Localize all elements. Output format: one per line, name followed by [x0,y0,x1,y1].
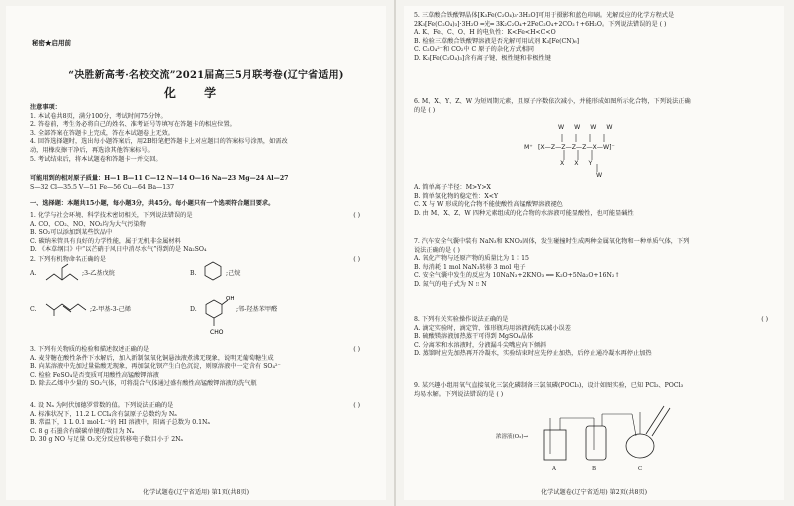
question-6-options [414,184,778,218]
q1-option-d: D. 《本草纲目》中“以芒硝于风日中消尽水气”得到的是 Na₂SO₄ [30,246,207,254]
q2-option-b-text: ;己烷 [226,270,241,277]
q8-stem: 8. 下列有关实验操作说法正确的是 [414,316,509,323]
note-line: 2. 答卷前，考生务必将自己的姓名、准考证号等填写在答题卡的相应位置。 [30,121,236,129]
q6-stem-cont: 的是 ( ) [414,106,436,114]
q5-stem: 5. 三草酸合铁酸钾晶体[K₃Fe(C₂O₄)₃·3H₂O]可用于摄影和蓝色印刷。光解反应的化学方程式是 [414,12,675,19]
q8-option-b: B. 硫酸镁溶液加热蒸干可得到 MgSO₄晶体 [414,333,534,341]
question-1 [30,212,370,255]
apparatus-label-b: B [592,466,597,472]
answer-paren: ( ) [353,402,360,409]
question-6 [414,98,778,115]
q6-top-atoms: WWWW [558,124,623,131]
q2-option-d-text: ;邻-羟基苯甲醛 [236,306,278,313]
q2-option-c-label: C. [30,306,37,313]
q2-option-d-label: D. [190,306,197,313]
page-2 [404,6,784,500]
note-line: 1. 本试卷共8页，满分100分，考试时间75分钟。 [30,112,167,120]
q8-option-d: D. 蒸馏时应先加热再开冷凝水，实验结束时应先停止加热，后停止通冷凝水再停止加热 [414,350,652,358]
secret-label: 秘密★启用前 [32,39,71,47]
question-8 [414,316,778,359]
note-line: 动，用橡皮擦干净后，再选涂其他答案标号。 [30,146,154,154]
q4-option-c: C. 8 g 石墨含有碳碳单键的数目为 Nₐ [30,427,135,435]
exam-title: “决胜新高考·名校交流”2021届高三5月联考卷(辽宁省适用) [68,70,344,81]
page-1 [6,6,386,500]
q9-stem: 9. 某兴趣小组用氧气直接氧化三氯化磷制备三氯氧磷(POCl₃)，设计如图实验，已知 PCl₃、POCl₃ [414,382,684,389]
notes [30,104,370,164]
q3-stem: 3. 下列有关物质的检验和描述叙述正确的是 [30,346,150,353]
q1-stem: 1. 化学与社会环境、科学技术密切相关，下列说法错误的是 [30,212,193,219]
q7-stem: 7. 汽车安全气囊中装有 NaN₃和 KNO₃固体，发生碰撞时生成两种金属氧化物和一种单质气体，下列 [414,238,690,245]
note-line: 4. 回答选择题时，选出每小题答案后，用2B铅笔把答题卡上对应题目的答案标号涂黑，如需改 [30,138,288,146]
svg-text:CHO: CHO [210,329,224,336]
q7-option-d: D. 氮气的电子式为 N ⁝⁝ N [414,280,487,288]
q4-option-d: D. 30 g NO 与足量 O₂充分反应转移电子数目小于 2Nₐ [30,436,183,444]
q6-stem: 6. M、X、Y、Z、W 为短周期元素，且原子序数依次减小，并能形成如图所示化合物，下列说法正确 [414,98,691,105]
apparatus-drawing-icon [536,404,686,466]
q8-option-c: C. 分离苯和水溶液时，分液漏斗尖嘴应向下倾斜 [414,341,547,349]
q6-structure [524,124,664,182]
q5-option-d: D. K₃[Fe(C₂O₄)₃]含有离子键、极性键和非极性键 [414,54,551,62]
q2-option-c-text: ;2-甲基-3-己烯 [90,306,131,313]
answer-paren: ( ) [761,316,768,323]
question-9 [414,382,778,399]
q3-option-a: A. 麦芽糖在酸性条件下水解后，加入新制氢氧化铜悬浊液煮沸无现象，说明无葡萄糖生成 [30,354,274,362]
section-heading: 一、选择题：本题共15小题，每小题3分，共45分。每小题只有一个选项符合题目要求。 [30,200,275,207]
note-line: 5. 考试结束后，将本试题卷和答题卡一并交回。 [30,155,162,163]
question-5 [414,12,778,64]
q1-option-b: B. SO₂可以添加到某些饮品中 [30,229,113,237]
q6-chain: [X—Z—Z—Z—Z—X—W]⁻ [538,144,615,151]
q6-option-b: B. 简单氢化物的稳定性：X<Y [414,192,499,200]
q5-option-b: B. 检验三草酸合铁酸钾溶液是否光解可用试剂 K₃[Fe(CN)₆] [414,37,580,45]
q6-bottom-atoms: XXY [560,160,603,167]
q6-bonds-icon [554,130,634,174]
notes-header: 注意事项： [30,104,61,111]
q2-option-b-label: B. [190,270,197,277]
q2-a-skeleton-icon [44,262,80,284]
q2-c-skeleton-icon [44,296,88,318]
q1-option-c: C. 碳纳米管具有良好的力学性能，属于无机非金属材料 [30,237,181,245]
atom-line: 可能用到的相对原子质量：H—1 B—11 C—12 N—14 O—16 Na—23 Mg—24 Al—27 [30,175,289,182]
q5-option-a: A. K、Fe、C、O、H 的电负性：K<Fe<H<C<O [414,29,556,37]
q7-option-a: A. 氧化产物与还原产物的质量比为 1∶15 [414,255,529,263]
q9-stem-cont: 均易水解。下列说法错误的是 ( ) [414,390,504,398]
answer-paren: ( ) [353,346,360,353]
q3-option-d: D. 除去乙烯中少量的 SO₂气体，可将混合气体通过盛有酸性高锰酸钾溶液的洗气瓶 [30,380,257,388]
question-4 [30,402,370,445]
q6-option-c: C. X 与 W 形成的化合物不能使酸性高锰酸钾溶液褪色 [414,201,563,209]
apparatus-inlet-label: 浓溶液(O₂)→ [496,434,529,440]
apparatus-label-c: C [638,466,643,472]
q5-equation: 2K₃[Fe(C₂O₄)₃]·3H₂O ═光═ 3K₂C₂O₄+2FeC₂O₄+2CO₂↑+6H₂O。下列说法错误的是 ( ) [414,20,667,28]
q7-stem-cont: 说法正确的是 ( ) [414,246,460,254]
q2-stem: 2. 下列有机物命名正确的是 [30,256,106,263]
note-line: 3. 全部答案在答题卡上完成，答在本试题卷上无效。 [30,129,174,137]
question-2 [30,256,370,346]
q3-option-c: C. 检验 FeSO₄是否变质可用酸性高锰酸钾溶液 [30,371,159,379]
apparatus-label-a: A [552,466,556,472]
q2-b-ring-icon [202,260,224,282]
q6-option-a: A. 简单离子半径：M>Y>X [414,184,491,191]
q6-m-label: M⁺ [524,144,533,151]
atomic-masses [30,175,370,192]
question-3 [30,346,370,389]
answer-paren: ( ) [353,256,360,263]
question-7 [414,238,778,290]
svg-text:OH: OH [226,296,235,302]
q2-option-a-label: A. [30,270,37,277]
page-footer: 化学试题卷(辽宁省适用) 第1页(共8页) [142,489,250,496]
q7-option-b: B. 每消耗 1 mol NaN₃转移 3 mol 电子 [414,263,526,271]
q1-option-a: A. CO、CO₂、NO、NO₂均为大气污染物 [30,220,146,228]
q7-option-c: C. 安全气囊中发生的反应为 10NaN₃+2KNO₃ ══ K₂O+5Na₂O+16N₂↑ [414,272,620,280]
q6-bottom-w: W [596,172,603,179]
q6-option-d: D. 由 M、X、Z、W 四种元素组成的化合物的水溶液可能显酸性，也可能显碱性 [414,209,634,217]
q2-d-benzene-icon [202,294,235,340]
q2-option-a-text: ;3-乙基戊烷 [82,270,115,277]
q9-apparatus [496,404,696,476]
page-footer: 化学试题卷(辽宁省适用) 第2页(共8页) [540,489,648,496]
subject-title: 化 学 [163,86,229,100]
q8-option-a: A. 滴定实验时，滴定管、锥形瓶均用溶液润洗以减小误差 [414,324,571,332]
center-fold [394,0,396,506]
answer-paren: ( ) [353,212,360,219]
q5-option-c: C. C₂O₄²⁻和 CO₂中 C 原子的杂化方式相同 [414,46,534,54]
q4-option-b: B. 常温下，1 L 0.1 mol·L⁻¹的 HI 溶液中，阳离子总数为 0.1Nₐ [30,419,210,427]
q3-option-b: B. 向某溶液中先加过量盐酸无现象，再加氯化钡产生白色沉淀，则原溶液中一定含有 SO₄²⁻ [30,363,281,371]
q4-stem: 4. 设 Nₐ 为阿伏加德罗常数的值。下列说法正确的是 [30,402,174,409]
atom-line: S—32 Cl—35.5 V—51 Fe—56 Cu—64 Ba—137 [30,183,175,191]
q4-option-a: A. 标准状况下，11.2 L CCl₄含有氯原子总数约为 Nₐ [30,410,177,418]
